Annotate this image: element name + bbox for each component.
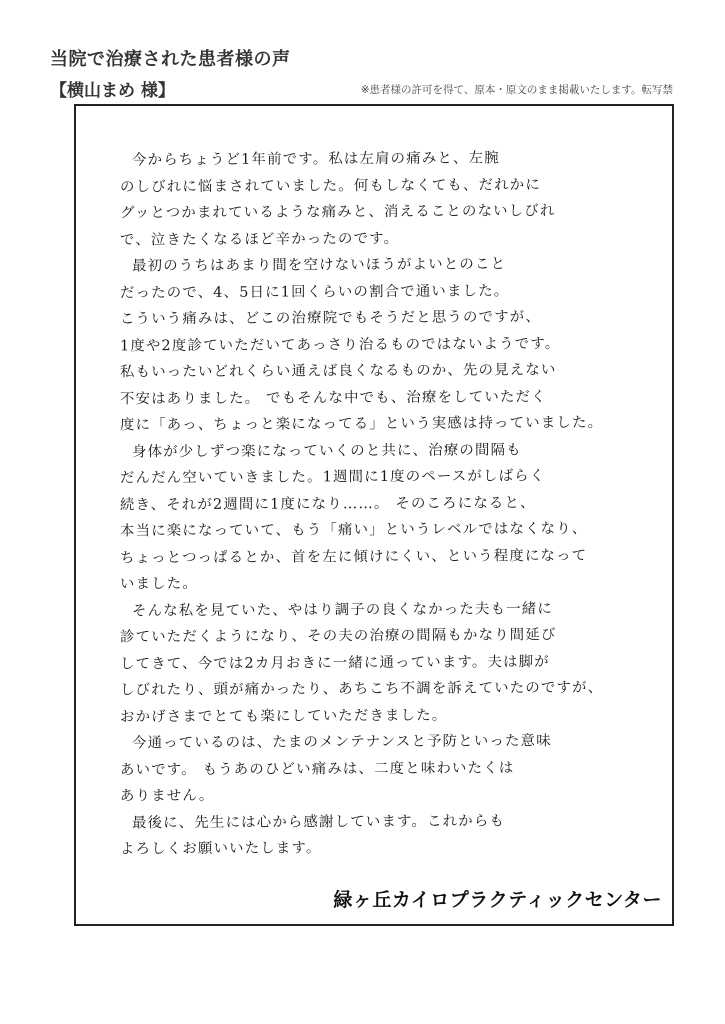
- letter-line: おかげさまでとても楽にしていただきました。: [119, 707, 448, 725]
- letter-line: だんだん空いていきました。1週間に1度のペースがしばらく: [119, 468, 546, 487]
- letter-line: 私もいったいどれくらい通えば良くなるものか、先の見えない: [119, 362, 557, 381]
- letter-line: してきて、今では2カ月おきに一緒に通っています。夫は脚が: [119, 653, 550, 672]
- letter-line: 本当に楽になっていて、もう「痛い」というレベルではなくなり、: [119, 520, 588, 540]
- letter-line: のしびれに悩まされていました。何もしなくても、だれかに: [119, 176, 541, 195]
- letter-line: ちょっとつっぱるとか、首を左に傾けにくい、という程度になって: [119, 547, 588, 566]
- letter-line: そんな私を見ていた、やはり調子の良くなかった夫も一緒に: [131, 600, 553, 619]
- letter-line: だったので、4、5日に1回くらいの割合で通いました。: [119, 282, 510, 301]
- reprint-notice: ※患者様の許可を得て、原本・原文のまま掲載いたします。転写禁: [360, 84, 673, 96]
- letter-line: しびれたり、頭が痛かったり、あちこち不調を訴えていたのですが、: [119, 679, 604, 699]
- letter-line: で、泣きたくなるほど辛かったのです。: [119, 230, 400, 248]
- letter-line: 最後に、先生には心から感謝しています。これからも: [131, 812, 506, 831]
- letter-line: こういう痛みは、どこの治療院でもそうだと思うのですが、: [119, 309, 541, 328]
- letter-line: 診ていただくようになり、その夫の治療の間隔もかなり間延び: [119, 627, 557, 646]
- letter-line: よろしくお願いいたします。: [119, 840, 322, 858]
- clinic-brand: 緑ヶ丘カイロプラクティックセンター: [333, 889, 662, 911]
- letter-line: 続き、それが2週間に1度になり……。 そのころになると、: [119, 494, 536, 513]
- letter-line: 不安はありました。 でもそんな中でも、治療をしていただく: [119, 388, 547, 407]
- letter-line: あいです。 もうあのひどい痛みは、二度と味わいたくは: [119, 759, 515, 778]
- letter-line: 1度や2度診ていただいてあっさり治るものではないようです。: [119, 335, 561, 354]
- page-title: 当院で治療された患者様の声: [50, 49, 291, 70]
- letter-line: いました。: [119, 575, 199, 593]
- letter-line: 最初のうちはあまり間を空けないほうがよいとのこと: [131, 256, 507, 275]
- letter-line: 今通っているのは、たまのメンテナンスと予防といった意味: [131, 733, 552, 752]
- letter-line: 度に「あっ、ちょっと楽になってる」という実感は持っていました。: [119, 414, 604, 434]
- handwritten-letter: [120, 146, 650, 862]
- letter-line: グッとつかまれているような痛みと、消えることのないしびれ: [119, 203, 556, 222]
- letter-line: ありません。: [119, 787, 215, 805]
- patient-name: 【横山まめ 様】: [50, 81, 175, 101]
- testimonial-frame: [74, 104, 674, 926]
- letter-line: 今からちょうど1年前です。私は左肩の痛みと、左腕: [131, 150, 500, 169]
- letter-line: 身体が少しずつ楽になっていくのと共に、治療の間隔も: [131, 441, 522, 460]
